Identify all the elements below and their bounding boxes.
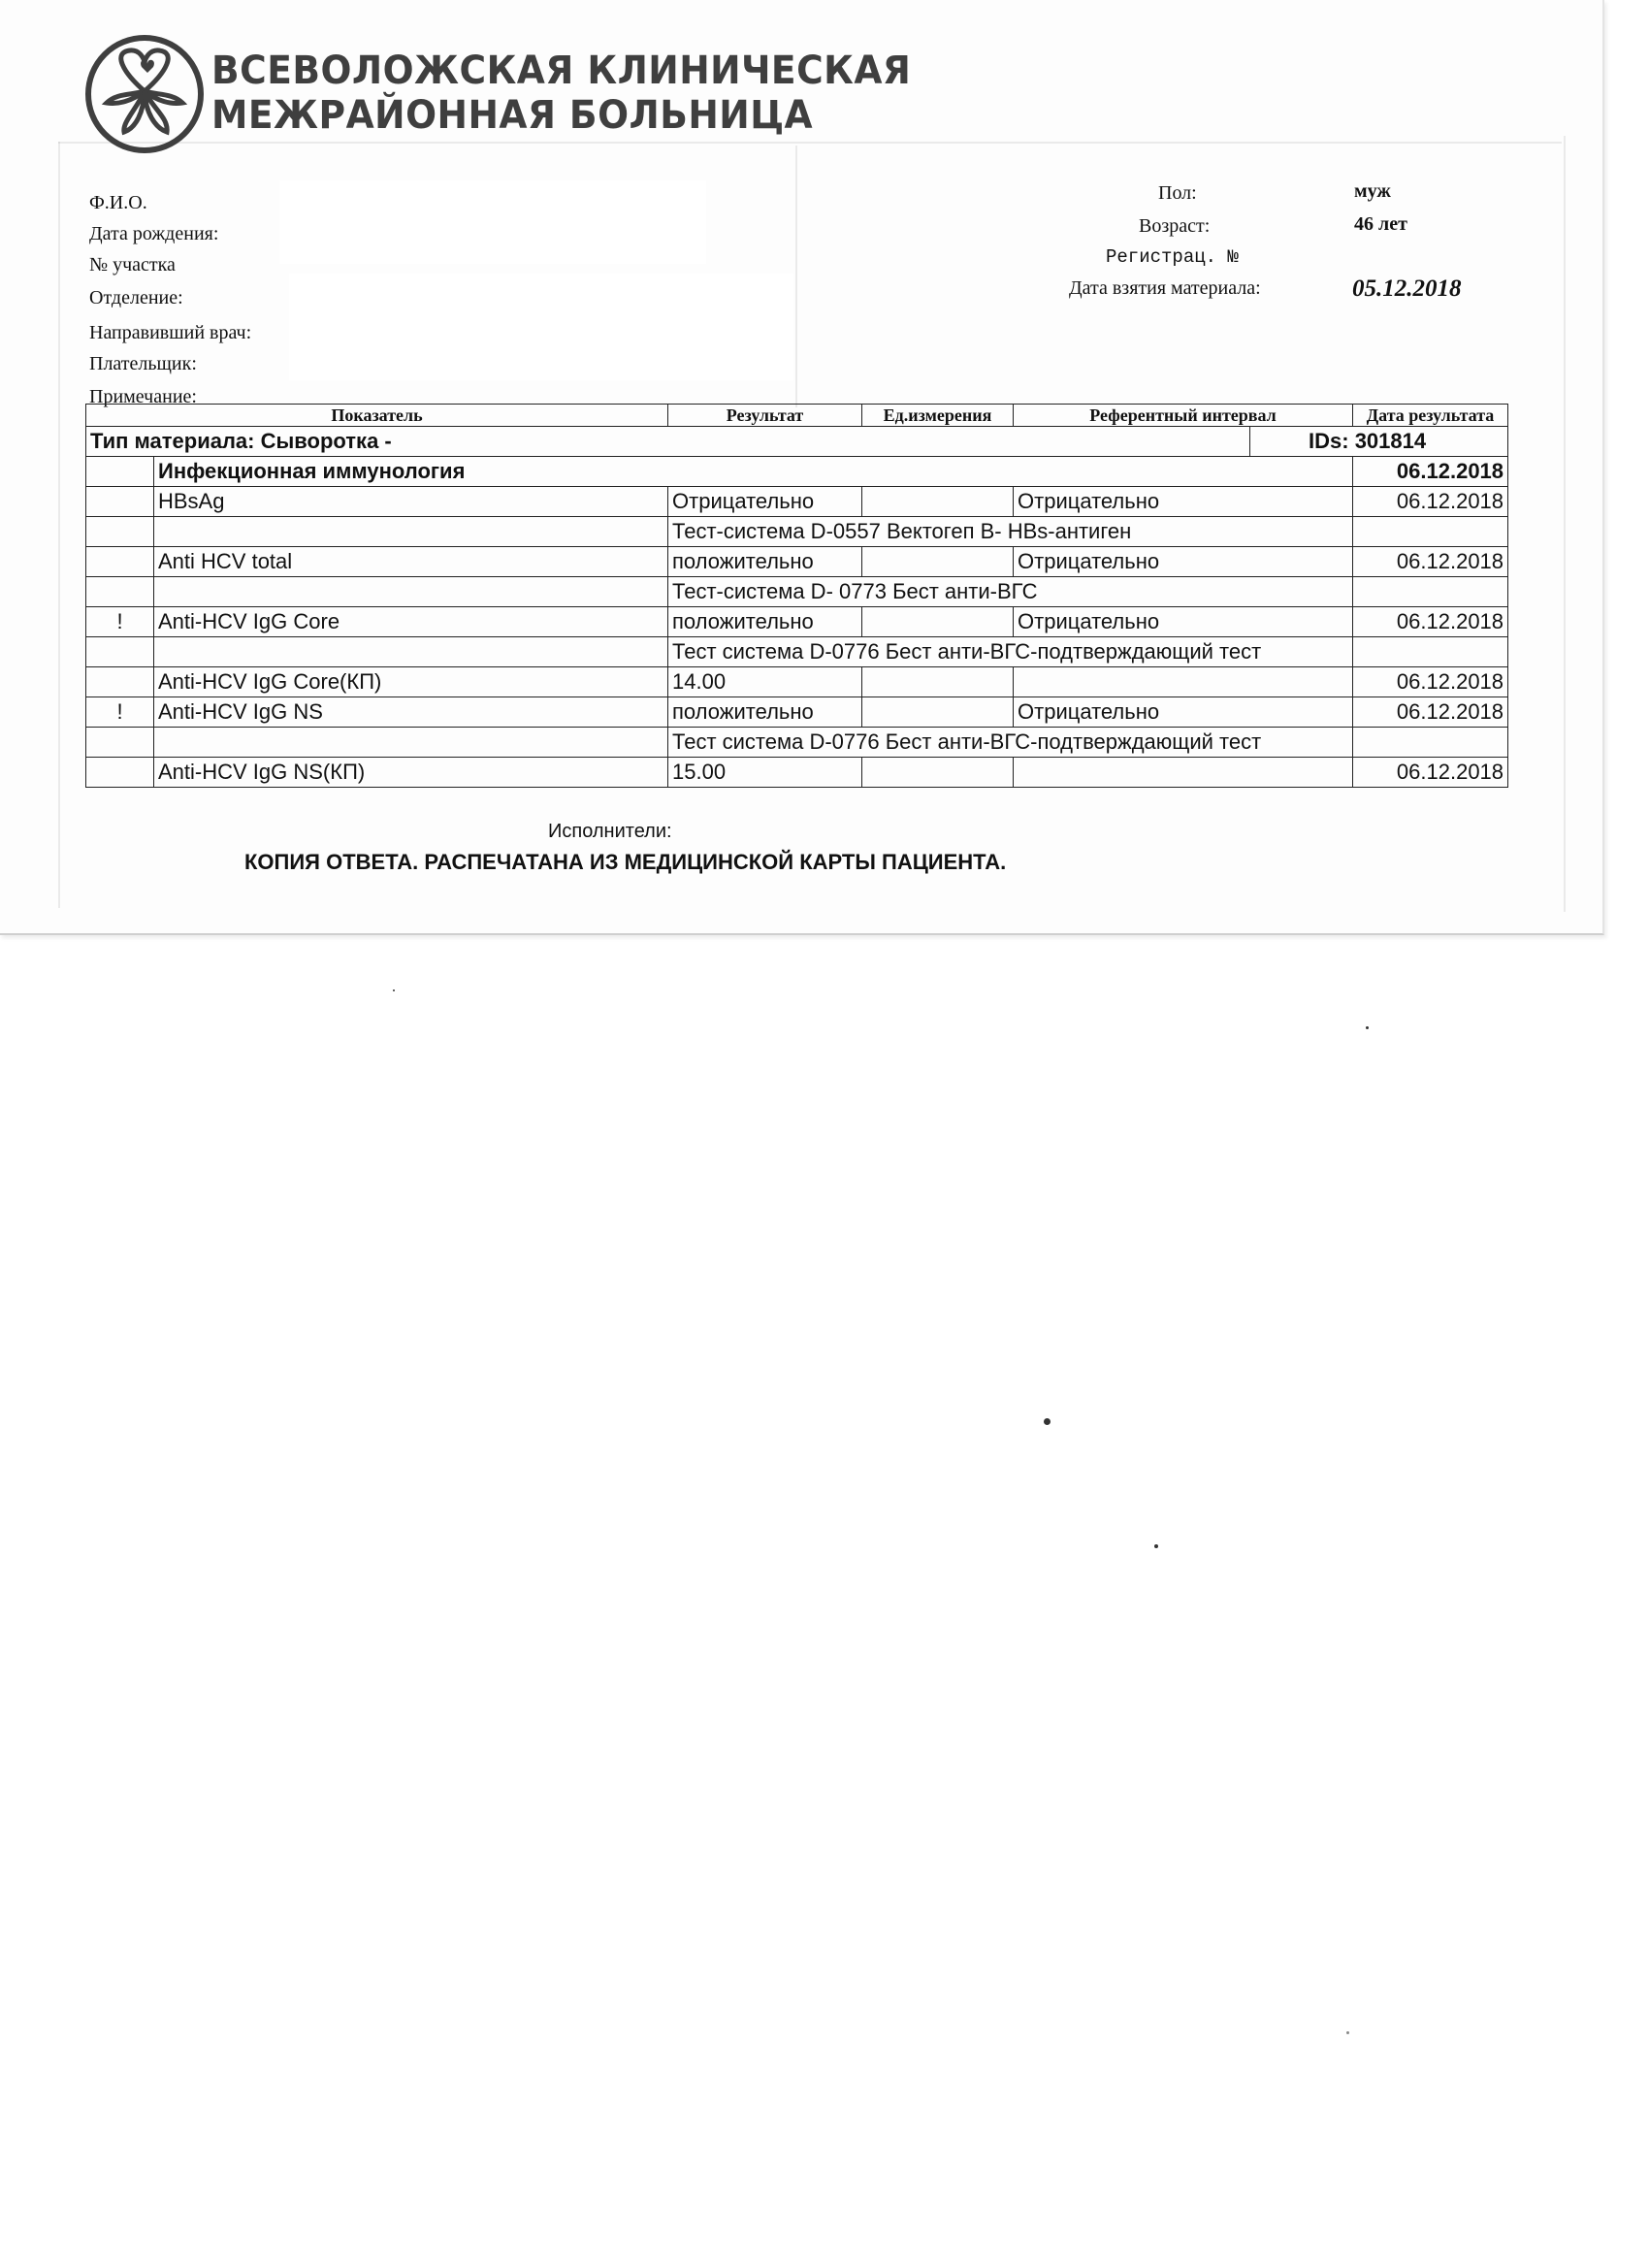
- table-row: [86, 517, 1508, 547]
- flag-cell: [86, 728, 154, 758]
- indicator-name: Anti-HCV IgG NS: [154, 697, 668, 728]
- indicator-name: Anti HCV total: [154, 547, 668, 577]
- reference-value: Отрицательно: [1014, 487, 1353, 517]
- copy-notice: КОПИЯ ОТВЕТА. РАСПЕЧАТАНА ИЗ МЕДИЦИНСКОЙ КАРТЫ ПАЦИЕНТА.: [244, 850, 1007, 874]
- hospital-name-line1: ВСЕВОЛОЖСКАЯ КЛИНИЧЕСКАЯ: [211, 49, 912, 93]
- indicator-name: [154, 637, 668, 667]
- sample-date-value: 05.12.2018: [1352, 275, 1462, 302]
- indicator-name: [154, 728, 668, 758]
- bleed-through-line: [795, 146, 797, 407]
- material-type: Тип материала: Сыворотка -: [86, 427, 1250, 457]
- fio-label: Ф.И.О.: [89, 192, 147, 213]
- section-date: 06.12.2018: [1353, 457, 1508, 487]
- reference-value: [1014, 758, 1353, 788]
- scan-speck: [1044, 1418, 1051, 1425]
- header-result: Результат: [668, 405, 862, 427]
- table-row: [86, 697, 1508, 728]
- test-system-note: Тест система D-0776 Бест анти-ВГС-подтверждающий тест: [668, 728, 1353, 758]
- executors-label: Исполнители:: [548, 821, 672, 842]
- bleed-through-line: [58, 142, 1562, 144]
- age-value: 46 лет: [1354, 213, 1407, 235]
- result-value: Отрицательно: [668, 487, 862, 517]
- indicator-name: [154, 517, 668, 547]
- hospital-name-line2: МЕЖРАЙОННАЯ БОЛЬНИЦА: [211, 93, 814, 138]
- test-system-note: Тест-система D- 0773 Бест анти-ВГС: [668, 577, 1353, 607]
- redacted-block: [279, 180, 706, 264]
- scan-speck: [1154, 1544, 1158, 1548]
- header-reference: Референтный интервал: [1014, 405, 1353, 427]
- header-indicator: Показатель: [86, 405, 668, 427]
- result-date: 06.12.2018: [1353, 607, 1508, 637]
- unit-value: [862, 697, 1014, 728]
- age-label: Возраст:: [1139, 215, 1211, 237]
- flag-cell: [86, 758, 154, 788]
- table-row: [86, 547, 1508, 577]
- result-date: [1353, 517, 1508, 547]
- scanned-document: [0, 0, 1604, 935]
- table-row: [86, 728, 1508, 758]
- indicator-name: Anti-HCV IgG NS(КП): [154, 758, 668, 788]
- unit-value: [862, 667, 1014, 697]
- bleed-through-line: [1564, 136, 1566, 912]
- section-title: Инфекционная иммунология: [154, 457, 1353, 487]
- table-row: [86, 758, 1508, 788]
- material-row: [86, 427, 1508, 457]
- flag-cell: [86, 457, 154, 487]
- bleed-through-line: [58, 142, 60, 908]
- flag-cell: [86, 667, 154, 697]
- header-unit: Ед.измерения: [862, 405, 1014, 427]
- referring-doctor-label: Направивший врач:: [89, 322, 252, 343]
- scan-speck: [1346, 2031, 1349, 2034]
- sample-date-label: Дата взятия материала:: [1069, 277, 1261, 299]
- result-date: [1353, 637, 1508, 667]
- flag-cell: !: [86, 697, 154, 728]
- reference-value: Отрицательно: [1014, 697, 1353, 728]
- unit-value: [862, 487, 1014, 517]
- note-label: Примечание:: [89, 386, 197, 407]
- result-value: положительно: [668, 547, 862, 577]
- unit-value: [862, 547, 1014, 577]
- district-label: № участка: [89, 254, 176, 275]
- result-value: 15.00: [668, 758, 862, 788]
- unit-value: [862, 607, 1014, 637]
- department-label: Отделение:: [89, 287, 183, 308]
- flag-cell: [86, 577, 154, 607]
- result-date: 06.12.2018: [1353, 758, 1508, 788]
- redacted-block: [289, 274, 793, 380]
- test-system-note: Тест система D-0776 Бест анти-ВГС-подтверждающий тест: [668, 637, 1353, 667]
- table-row: [86, 577, 1508, 607]
- payer-label: Плательщик:: [89, 353, 197, 374]
- flag-cell: [86, 547, 154, 577]
- sex-label: Пол:: [1158, 182, 1197, 204]
- flag-cell: [86, 517, 154, 547]
- reference-value: Отрицательно: [1014, 607, 1353, 637]
- header-result-date: Дата результата: [1353, 405, 1508, 427]
- dob-label: Дата рождения:: [89, 223, 219, 244]
- test-system-note: Тест-система D-0557 Вектогеп В- HBs-антиген: [668, 517, 1353, 547]
- ids-value: IDs: 301814: [1250, 427, 1508, 457]
- section-row: [86, 457, 1508, 487]
- reference-value: [1014, 667, 1353, 697]
- scan-speck: [393, 989, 395, 991]
- sex-value: муж: [1354, 180, 1391, 202]
- indicator-name: HBsAg: [154, 487, 668, 517]
- result-date: 06.12.2018: [1353, 487, 1508, 517]
- table-row: [86, 637, 1508, 667]
- indicator-name: [154, 577, 668, 607]
- unit-value: [862, 758, 1014, 788]
- result-date: [1353, 577, 1508, 607]
- table-row: [86, 667, 1508, 697]
- indicator-name: Anti-HCV IgG Core(КП): [154, 667, 668, 697]
- result-date: 06.12.2018: [1353, 547, 1508, 577]
- result-date: [1353, 728, 1508, 758]
- table-row: [86, 487, 1508, 517]
- flag-cell: [86, 487, 154, 517]
- indicator-name: Anti-HCV IgG Core: [154, 607, 668, 637]
- table-header-row: [86, 405, 1508, 427]
- result-value: положительно: [668, 697, 862, 728]
- registration-label: Регистрац. №: [1106, 246, 1239, 268]
- flag-cell: [86, 637, 154, 667]
- table-row: [86, 607, 1508, 637]
- scan-speck: [1366, 1026, 1369, 1029]
- result-date: 06.12.2018: [1353, 667, 1508, 697]
- results-table: [85, 404, 1508, 788]
- reference-value: Отрицательно: [1014, 547, 1353, 577]
- result-value: положительно: [668, 607, 862, 637]
- hospital-name: [211, 49, 911, 138]
- flag-cell: !: [86, 607, 154, 637]
- result-date: 06.12.2018: [1353, 697, 1508, 728]
- result-value: 14.00: [668, 667, 862, 697]
- heart-leaf-logo-icon: [83, 33, 206, 155]
